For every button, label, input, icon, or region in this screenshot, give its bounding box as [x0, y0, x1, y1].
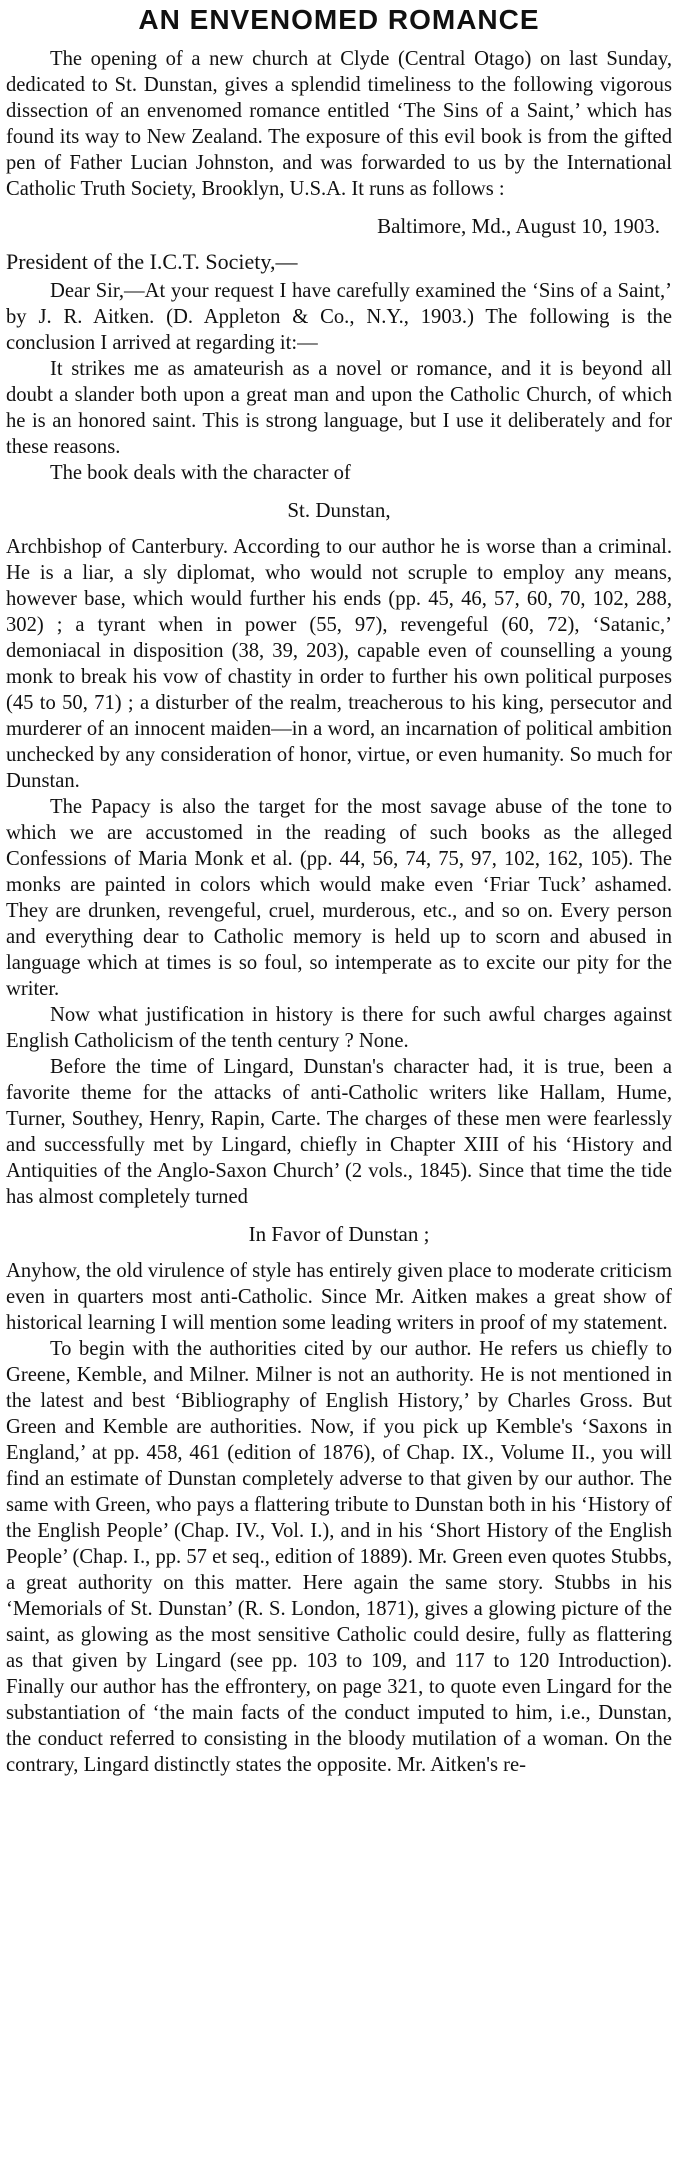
letter-dateline: Baltimore, Md., August 10, 1903.	[377, 214, 660, 238]
body-paragraph: To begin with the authorities cited by our author. He refers us chiefly to Greene, Kemble, and Milner. Milner is not an authority. He is not mentioned in the latest and best ‘Bibliography of English History,’ by Charles Gross. But Green and Kemble are authorities. Now, if you pick up Kemble's ‘Saxons in England,’ at pp. 458, 461 (edition of 1876), of Chap. IX., Volume II., you will find an estimate of Dunstan completely adverse to that given by our author. The same with Green, who pays a flattering tribute to Dunstan both in his ‘History of the English People’ (Chap. IV., Vol. I.), and in his ‘Short History of the English People’ (Chap. I., pp. 57 et seq., edition of 1889). Mr. Green even quotes Stubbs, a great authority on this matter. Here again the same story. Stubbs in his ‘Memorials of St. Dunstan’ (R. S. London, 1871), gives a glowing picture of the saint, as glowing as the most sensitive Catholic could desire, fully as flattering as that given by Lingard (see pp. 103 to 109, and 117 to 120 Introduction). Finally our author has the effrontery, on page 321, to quote even Lingard for the substantiation of ‘the main facts of the conduct imputed to him, i.e., Dunstan, the conduct referred to consisting in the bloody mutilation of a woman. On the contrary, Lingard distinctly states the opposite. Mr. Aitken's re-	[6, 1338, 672, 1776]
body-paragraph: The Papacy is also the target for the most savage abuse of the tone to which we are accustomed in the reading of such books as the alleged Confessions of Maria Monk et al. (pp. 44, 56, 74, 75, 97, 102, 162, 105). The monks are painted in colors which would make even ‘Friar Tuck’ ashamed. They are drunken, revengeful, cruel, murderous, etc., and so on. Every person and everything dear to Catholic memory is held up to scorn and abused in language which at times is so foul, so intemperate as to excite our pity for the writer.	[6, 796, 672, 1000]
body-paragraph: Now what justification in history is there for such awful charges against English Catholicism of the tenth century ? None.	[6, 1004, 672, 1052]
body-paragraph: Before the time of Lingard, Dunstan's character had, it is true, been a favorite theme for the attacks of anti-Catholic writers like Hallam, Hume, Turner, Southey, Henry, Rapin, Carte. The charges of these men were fearlessly and successfully met by Lingard, chiefly in Chapter XIII of his ‘History and Antiquities of the Anglo-Saxon Church’ (2 vols., 1845). Since that time the tide has almost completely turned	[6, 1056, 672, 1208]
section-subhead: In Favor of Dunstan ;	[248, 1222, 430, 1246]
body-paragraph: Dear Sir,—At your request I have carefully examined the ‘Sins of a Saint,’ by J. R. Aitken. (D. Appleton & Co., N.Y., 1903.) The following is the conclusion I arrived at regarding it:—	[6, 280, 672, 354]
body-paragraph: Anyhow, the old virulence of style has entirely given place to moderate criticism even in quarters most anti-Catholic. Since Mr. Aitken makes a great show of historical learning I will mention some leading writers in proof of my statement.	[6, 1260, 672, 1334]
article-headline: AN ENVENOMED ROMANCE	[138, 4, 540, 35]
section-subhead: St. Dunstan,	[287, 498, 391, 522]
body-paragraph: The book deals with the character of	[50, 462, 351, 484]
body-paragraph: It strikes me as amateurish as a novel or romance, and it is beyond all doubt a slander both upon a great man and upon the Catholic Church, of which he is an honored saint. This is strong language, but I use it deliberately and for these reasons.	[6, 358, 672, 458]
intro-paragraph: The opening of a new church at Clyde (Central Otago) on last Sunday, dedicated to St. Dunstan, gives a splendid timeliness to the following vigorous dissection of an envenomed romance entitled ‘The Sins of a Saint,’ which has found its way to New Zealand. The exposure of this evil book is from the gifted pen of Father Lucian Johnston, and was forwarded to us by the International Catholic Truth Society, Brooklyn, U.S.A. It runs as follows :	[6, 48, 672, 200]
letter-salutation: President of the I.C.T. Society,—	[6, 249, 298, 274]
body-paragraph: Archbishop of Canterbury. According to our author he is worse than a criminal. He is a liar, a sly diplomat, who would not scruple to employ any means, however base, which would further his ends (pp. 45, 46, 57, 60, 70, 102, 288, 302) ; a tyrant when in power (55, 97), revengeful (60, 72), ‘Satanic,’ demoniacal in disposition (38, 39, 203), capable even of counselling a young monk to break his vow of chastity in order to further his own political purposes (45 to 50, 71) ; a disturber of the realm, treacherous to his king, persecutor and murderer of an innocent maiden—in a word, an incarnation of political ambition unchecked by any consideration of honor, virtue, or even humanity. So much for Dunstan.	[6, 536, 672, 792]
